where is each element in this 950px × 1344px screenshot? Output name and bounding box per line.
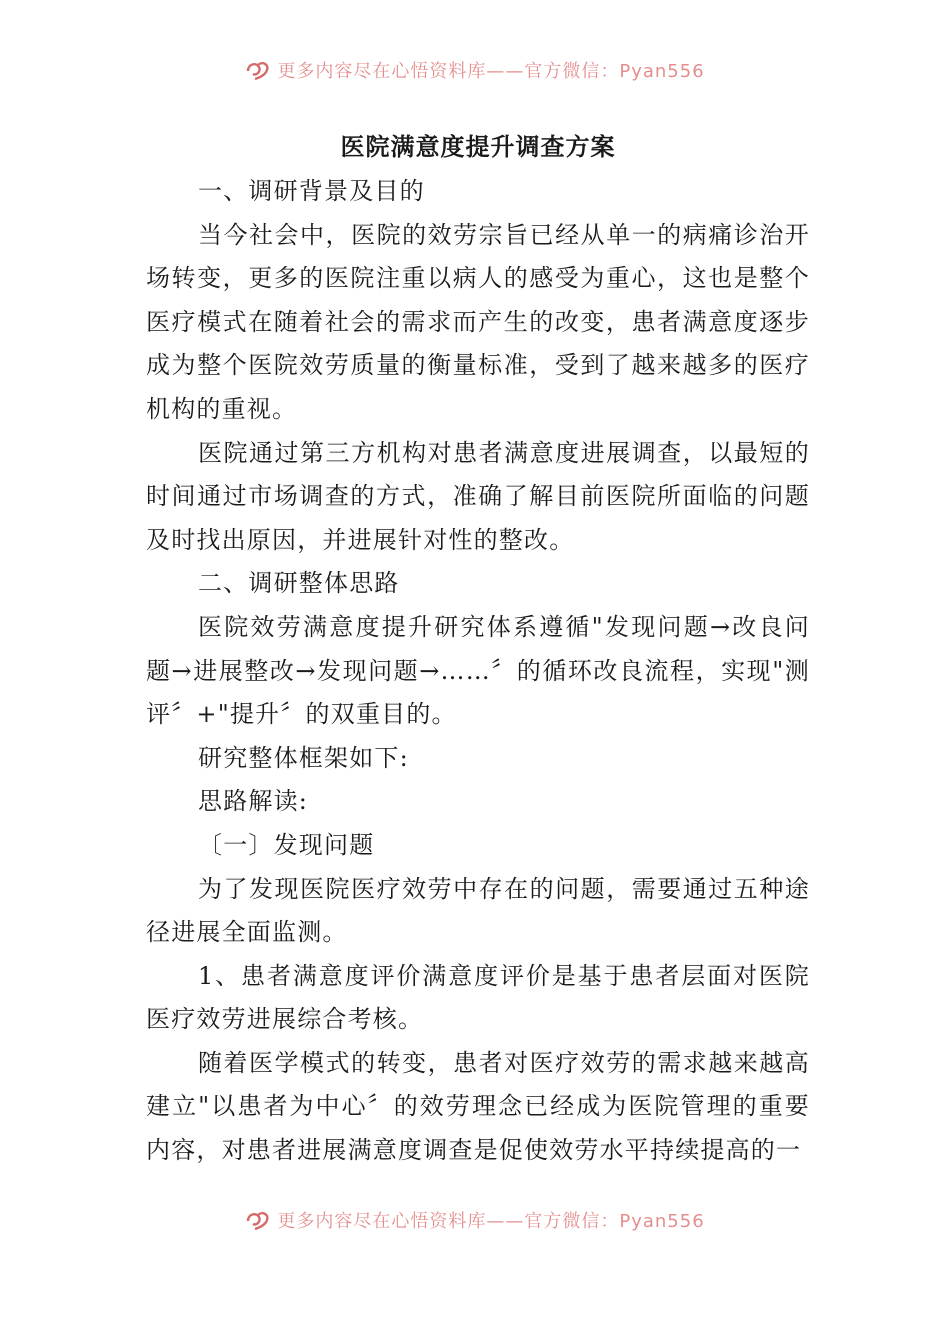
watermark-banner-top — [0, 56, 950, 84]
section-heading-2: 二、调研整体思路 — [198, 569, 400, 598]
watermark-text: 更多内容尽在心悟资料库——官方微信：Pyan556 — [277, 1211, 705, 1232]
document-body — [146, 126, 810, 1173]
watermark-banner-bottom — [0, 1206, 950, 1234]
paragraph-satisfaction-evaluation: 1、患者满意度评价满意度评价是基于患者层面对医院医疗效劳进展综合考核。 — [146, 961, 810, 1034]
watermark-text: 更多内容尽在心悟资料库——官方微信：Pyan556 — [277, 61, 705, 82]
paragraph-purpose: 医院通过第三方机构对患者满意度进展调查，以最短的时间通过市场调查的方式，准确了解目前医院所面临的问题及时找出原因，并进展针对性的整改。 — [146, 438, 810, 554]
brand-logo-icon — [245, 1209, 271, 1231]
paragraph-monitoring: 为了发现医院医疗效劳中存在的问题，需要通过五种途径进展全面监测。 — [146, 874, 810, 947]
paragraph-interpretation: 思路解读: — [198, 787, 309, 816]
subsection-heading-1: 〔一〕发现问题 — [198, 830, 375, 859]
section-heading-1: 一、调研背景及目的 — [198, 177, 425, 205]
paragraph-medical-model: 随着医学模式的转变，患者对医疗效劳的需求越来越高建立"以患者为中心〞的效劳理念已经成为医院管理的重要内容，对患者进展满意度调查是促使效劳水平持续提高的一 — [146, 1048, 810, 1165]
brand-logo-icon — [245, 59, 271, 81]
paragraph-approach: 医院效劳满意度提升研究体系遵循"发现问题→改良问题→进展整改→发现问题→……〞的循环改良流程，实现"测评〞+"提升〞的双重目的。 — [146, 612, 810, 729]
paragraph-background: 当今社会中，医院的效劳宗旨已经从单一的病痛诊治开场转变，更多的医院注重以病人的感受为重心，这也是整个医疗模式在随着社会的需求而产生的改变，患者满意度逐步成为整个医院效劳质量的衡量标准，受到了越来越多的医疗机构的重视。 — [146, 220, 810, 423]
paragraph-framework: 研究整体框架如下: — [198, 743, 409, 772]
document-title: 医院满意度提升调查方案 — [340, 132, 616, 161]
